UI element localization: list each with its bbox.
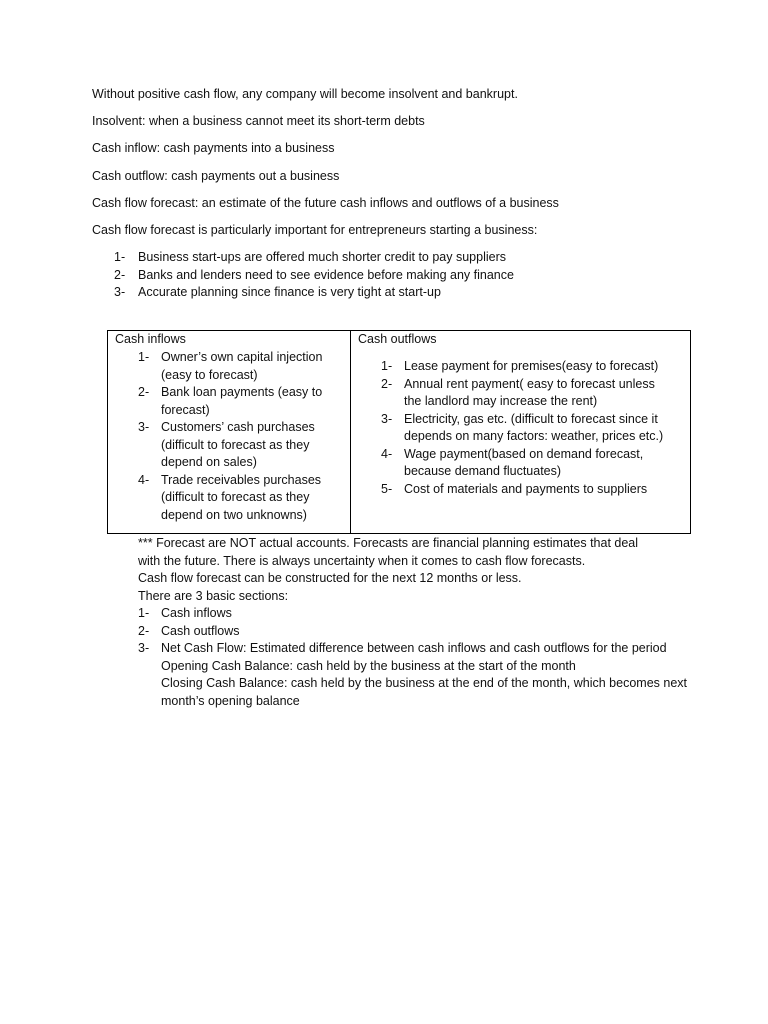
list-item xyxy=(114,249,694,267)
note-line: Cash flow forecast can be constructed for the next 12 months or less. xyxy=(138,571,522,585)
basic-sections-list xyxy=(138,605,698,658)
list-item xyxy=(381,481,671,499)
definition-cash-outflow: Cash outflow: cash payments out a business xyxy=(92,169,340,183)
list-item xyxy=(138,472,343,525)
list-item xyxy=(381,446,671,481)
list-number: 4- xyxy=(381,446,393,461)
list-item xyxy=(381,411,671,446)
reasons-list xyxy=(114,249,694,302)
cash-inflows-list xyxy=(138,349,343,524)
list-number: 1- xyxy=(381,359,393,373)
note-line: There are 3 basic sections: xyxy=(138,588,289,603)
cash-inflows-column xyxy=(108,331,351,533)
forecast-notes xyxy=(138,535,698,710)
list-item xyxy=(381,358,671,376)
list-number: 1- xyxy=(138,350,150,364)
list-number: 2- xyxy=(381,376,393,391)
cash-outflows-list xyxy=(381,358,671,498)
list-text: Business start-ups are offered much shorter credit to pay suppliers xyxy=(138,250,506,264)
cash-flows-table xyxy=(107,330,691,534)
list-number: 3- xyxy=(381,411,393,426)
list-item xyxy=(138,349,343,384)
list-number: 2- xyxy=(138,385,150,399)
list-text: Owner’s own capital injection (easy to forecast) xyxy=(161,350,323,382)
list-text: Cash outflows xyxy=(161,623,240,638)
list-text: Trade receivables purchases (difficult to forecast as they depend on two unknowns) xyxy=(161,472,322,522)
cash-inflows-heading: Cash inflows xyxy=(115,332,186,346)
list-number: 3- xyxy=(114,285,126,299)
list-number: 1- xyxy=(138,606,150,620)
list-number: 5- xyxy=(381,481,393,496)
list-number: 2- xyxy=(114,267,126,282)
opening-cash-balance: Opening Cash Balance: cash held by the business at the start of the month xyxy=(161,658,576,673)
list-item xyxy=(138,384,343,419)
cash-outflows-column xyxy=(351,331,690,533)
list-item xyxy=(381,376,671,411)
definition-insolvent: Insolvent: when a business cannot meet its short-term debts xyxy=(92,114,425,128)
list-number: 2- xyxy=(138,623,150,638)
list-text: Electricity, gas etc. (difficult to forecast since it depends on many factors: weather, prices etc.) xyxy=(404,411,664,443)
definition-cash-flow-forecast: Cash flow forecast: an estimate of the future cash inflows and outflows of a business xyxy=(92,196,559,210)
list-text: Cash inflows xyxy=(161,606,232,620)
list-number: 3- xyxy=(138,641,150,655)
list-item xyxy=(138,605,698,623)
importance-statement: Cash flow forecast is particularly important for entrepreneurs starting a business: xyxy=(92,223,538,237)
list-text: Annual rent payment( easy to forecast unless the landlord may increase the rent) xyxy=(404,376,655,408)
list-text: Customers’ cash purchases (difficult to forecast as they depend on sales) xyxy=(161,420,315,469)
list-item xyxy=(138,640,698,658)
intro-line-positive-cash-flow: Without positive cash flow, any company will become insolvent and bankrupt. xyxy=(92,87,518,101)
list-text: Lease payment for premises(easy to forecast) xyxy=(404,359,659,373)
list-number: 3- xyxy=(138,420,150,434)
list-text: Banks and lenders need to see evidence before making any finance xyxy=(138,267,514,282)
list-text: Cost of materials and payments to suppliers xyxy=(404,481,648,496)
note-line: with the future. There is always uncertainty when it comes to cash flow forecasts. xyxy=(138,553,586,568)
list-item xyxy=(138,623,698,641)
list-item xyxy=(114,267,694,285)
list-number: 4- xyxy=(138,472,150,487)
note-line: *** Forecast are NOT actual accounts. Forecasts are financial planning estimates that deal xyxy=(138,536,639,550)
list-text: Bank loan payments (easy to forecast) xyxy=(161,385,323,417)
closing-cash-balance: Closing Cash Balance: cash held by the business at the end of the month, which becomes next month’s opening balance xyxy=(161,676,688,708)
list-item xyxy=(138,419,343,472)
list-text: Net Cash Flow: Estimated difference between cash inflows and cash outflows for the period xyxy=(161,641,667,655)
list-number: 1- xyxy=(114,250,126,264)
definition-cash-inflow: Cash inflow: cash payments into a business xyxy=(92,141,335,155)
list-text: Accurate planning since finance is very tight at start-up xyxy=(138,285,441,299)
list-item xyxy=(114,284,694,302)
list-text: Wage payment(based on demand forecast, because demand fluctuates) xyxy=(404,446,644,478)
cash-outflows-heading: Cash outflows xyxy=(358,332,437,346)
